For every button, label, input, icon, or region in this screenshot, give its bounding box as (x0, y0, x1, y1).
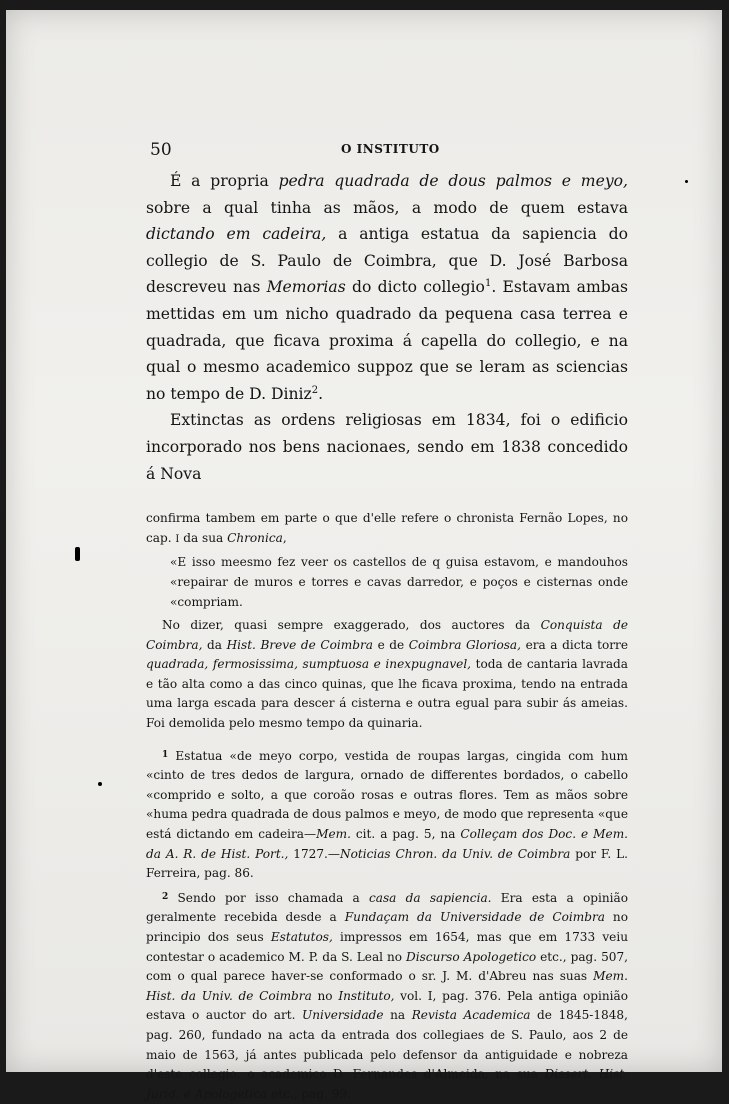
running-title: O INSTITUTO (341, 142, 440, 156)
page-header (146, 136, 628, 164)
chronicle-quote: «E isso meesmo fez veer os castellos de q guisa estavom, e mandouhos «repairar de muros e torres e cavas darredor, e poços e cisternas onde «compriam. (170, 555, 628, 609)
ink-speck (685, 180, 688, 183)
main-text (146, 168, 628, 487)
notes (146, 509, 628, 1104)
footnote-2: $^2$ Sendo por isso chamada a casa da sapiencia. Era esta a opinião geralmente recebida desde a Fundaçam da Universidade de Coimbra no principio dos seus Estatutos, impressos em 1654, mas que em 1733 veiu contestar o academico M. P. da S. Leal no Discurso Apologetico etc., pag. 507, com o qual parece haver-se conformado o sr. J. M. d'Abreu nas suas Mem. Hist. da Univ. de Coimbra no Instituto, vol. I, pag. 376. Pela antiga opinião estava o auctor do art. Universidade na Revista Academica de 1845-1848, pag. 260, fundado na acta da entrada dos collegiaes de S. Paulo, aos 2 de maio de 1563, já antes publicada pelo defensor da antiguidade e nobreza d'este collegio, o academico D. Fernandes d'Almeida, na sua Dissert. Hist. Jurid. e Apologetica etc., pag. 99. (146, 890, 628, 1101)
ink-speck (75, 547, 80, 561)
ink-speck (98, 782, 102, 786)
paragraph-2: Extinctas as ordens religiosas em 1834, foi o edificio incorporado nos bens nacionaes, sendo em 1838 concedido á Nova (146, 411, 628, 483)
footnote-ref-2: 2 (311, 384, 319, 396)
scanned-page (6, 10, 722, 1101)
note-paragraph: No dizer, quasi sempre exaggerado, dos auctores da Conquista de Coimbra, da Hist. Breve de Coimbra e de Coimbra Gloriosa, era a dicta torre quadrada, fermosissima, sumptuosa e inexpugnavel, toda de cantaria lavrada e tão alta como a das cinco quinas, que lhe ficava proxima, tendo na entrada uma larga escada para descer á cisterna e outra egual para subir ás ameias. Foi demolida pelo mesmo tempo da quinaria. (146, 618, 628, 731)
paragraph-1: É a propria pedra quadrada de dous palmos e meyo, sobre a qual tinha as mãos, a modo de quem estava dictando em cadeira, a antiga estatua da sapiencia do collegio de S. Paulo de Coimbra, que D. José Barbosa descreveu nas Memorias do dicto collegio$^1$. Estavam ambas mettidas em um nicho quadrado da pequena casa terrea e quadrada, que ficava proxima á capella do collegio, e na qual o mesmo academico suppoz que se leram as sciencias no tempo de D. Diniz$^2$. (146, 172, 629, 403)
footnote-ref-1: 1 (484, 278, 492, 290)
footnote-1: $^1$ Estatua «de meyo corpo, vestida de roupas largas, cingida com hum «cinto de tres dedos de largura, ornado de differentes bordados, o cabello «comprido e solto, a que coroão rosas e outras flores. Tem as mãos sobre «huma pedra quadrada de dous palmos e meyo, de modo que representa «que está dictando em cadeira—Mem. cit. a pag. 5, na Colleçam dos Doc. e Mem. da A. R. de Hist. Port., 1727.—Noticias Chron. da Univ. de Coimbra por F. L. Ferreira, pag. 86. (146, 748, 629, 881)
page-number: 50 (150, 140, 172, 160)
note-continuation: confirma tambem em parte o que d'elle refere o chronista Fernão Lopes, no cap. I da sua Chronica, (146, 511, 628, 545)
page-content (146, 136, 628, 1104)
